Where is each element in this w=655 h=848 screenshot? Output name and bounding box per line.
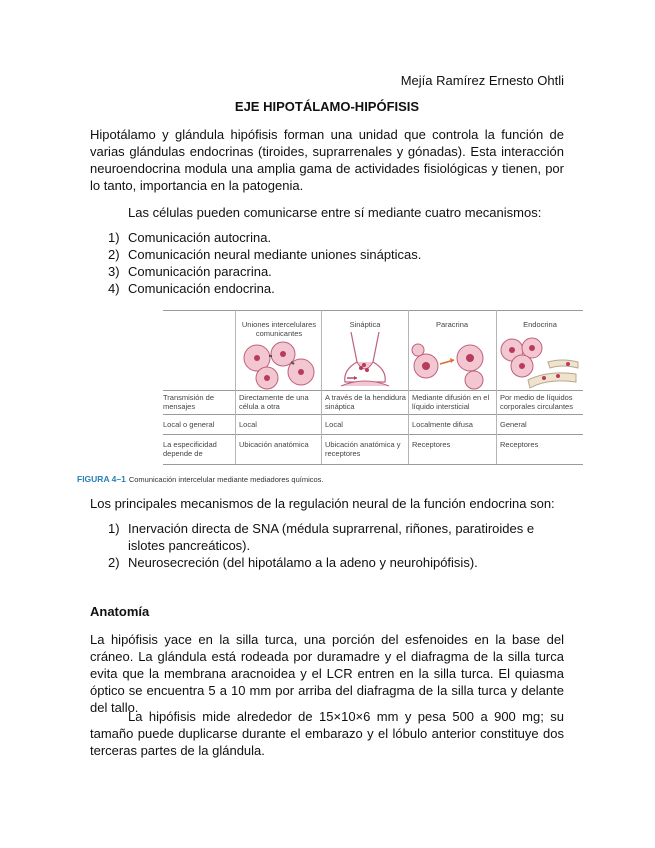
figure-caption-text: Comunicación intercelular mediante mediadores químicos. (128, 475, 324, 484)
column-header-synaptic: Sináptica (349, 320, 381, 329)
document-title: EJE HIPOTÁLAMO-HIPÓFISIS (234, 99, 420, 114)
table-cell: Receptores (500, 440, 539, 449)
list-item: 1) Comunicación autocrina. (108, 230, 272, 245)
author-name: Mejía Ramírez Ernesto Ohtli (400, 73, 564, 88)
list-item: 1) Inervación directa de SNA (médula suprarrenal, riñones, paratiroides e islotes pancreáticos). (108, 521, 535, 553)
table-cell: General (500, 420, 527, 429)
mechanisms-intro: Las células pueden comunicarse entre sí mediante cuatro mecanismos: (128, 205, 542, 220)
mechanisms-list (90, 229, 564, 297)
column-header-paracrine: Paracrina (435, 320, 469, 329)
row-header-transmission: Transmisión de mensajes (163, 393, 214, 411)
figure-4-1 (77, 306, 585, 488)
synaptic-illustration (323, 332, 407, 390)
table-cell: Receptores (412, 440, 451, 449)
row-header-scope: Local o general (163, 420, 215, 429)
figure-caption (77, 474, 324, 484)
list-item: 4) Comunicación endocrina. (108, 281, 275, 296)
row-header-specificity: La especificidad depende de (163, 440, 217, 458)
list-item: 2) Comunicación neural mediante uniones sinápticas. (108, 247, 422, 262)
table-cell: Localmente difusa (412, 420, 473, 429)
table-cell: Mediante difusión en el líquido intersticial (412, 393, 490, 411)
table-cell: Por medio de líquidos corporales circulantes (500, 393, 573, 411)
table-cell: Local (239, 420, 257, 429)
endocrine-illustration (498, 334, 582, 390)
anatomy-paragraph-1: La hipófisis yace en la silla turca, una porción del esfenoides en la base del cráneo. La glándula está rodeada por duramadre y el diafragma de la silla turca evita que la membrana aracnoidea y el LCR entren en la silla turca. El quiasma óptico se encuentra 5 a 10 mm por arriba del diafragma de la silla turca y delante del tallo. (90, 632, 564, 715)
figure-label: FIGURA 4–1 (77, 474, 126, 484)
table-cell: Local (325, 420, 343, 429)
list-item: 3) Comunicación paracrina. (108, 264, 272, 279)
anatomy-paragraph-2: La hipófisis mide alrededor de 15×10×6 mm y pesa 500 a 900 mg; su tamaño puede duplicarse durante el embarazo y el lóbulo anterior constituye dos terceras partes de la glándula. (90, 709, 564, 758)
regulation-list (90, 520, 564, 571)
column-header-endocrine: Endocrina (523, 320, 557, 329)
regulation-intro: Los principales mecanismos de la regulación neural de la función endocrina son: (90, 496, 555, 511)
paracrine-illustration (410, 336, 496, 390)
table-cell: A través de la hendidura sináptica (325, 393, 406, 411)
intro-paragraph: Hipotálamo y glándula hipófisis forman una unidad que controla la función de varias glándulas endocrinas (tiroides, suprarrenales y gónadas). Esta interacción neuroendocrina modula una amplia gama de actividades fisiológicas y tienen, por lo tanto, importancia en la patogenia. (90, 127, 564, 193)
table-cell: Directamente de una célula a otra (239, 393, 309, 411)
table-cell: Ubicación anatómica y receptores (325, 440, 401, 458)
column-header-gap-junctions: Uniones intercelulares comunicantes (241, 320, 317, 338)
table-cell: Ubicación anatómica (239, 440, 309, 449)
anatomy-heading: Anatomía (90, 604, 150, 619)
gap-junction-illustration (237, 340, 321, 390)
list-item: 2) Neurosecreción (del hipotálamo a la adeno y neurohipófisis). (108, 555, 478, 570)
